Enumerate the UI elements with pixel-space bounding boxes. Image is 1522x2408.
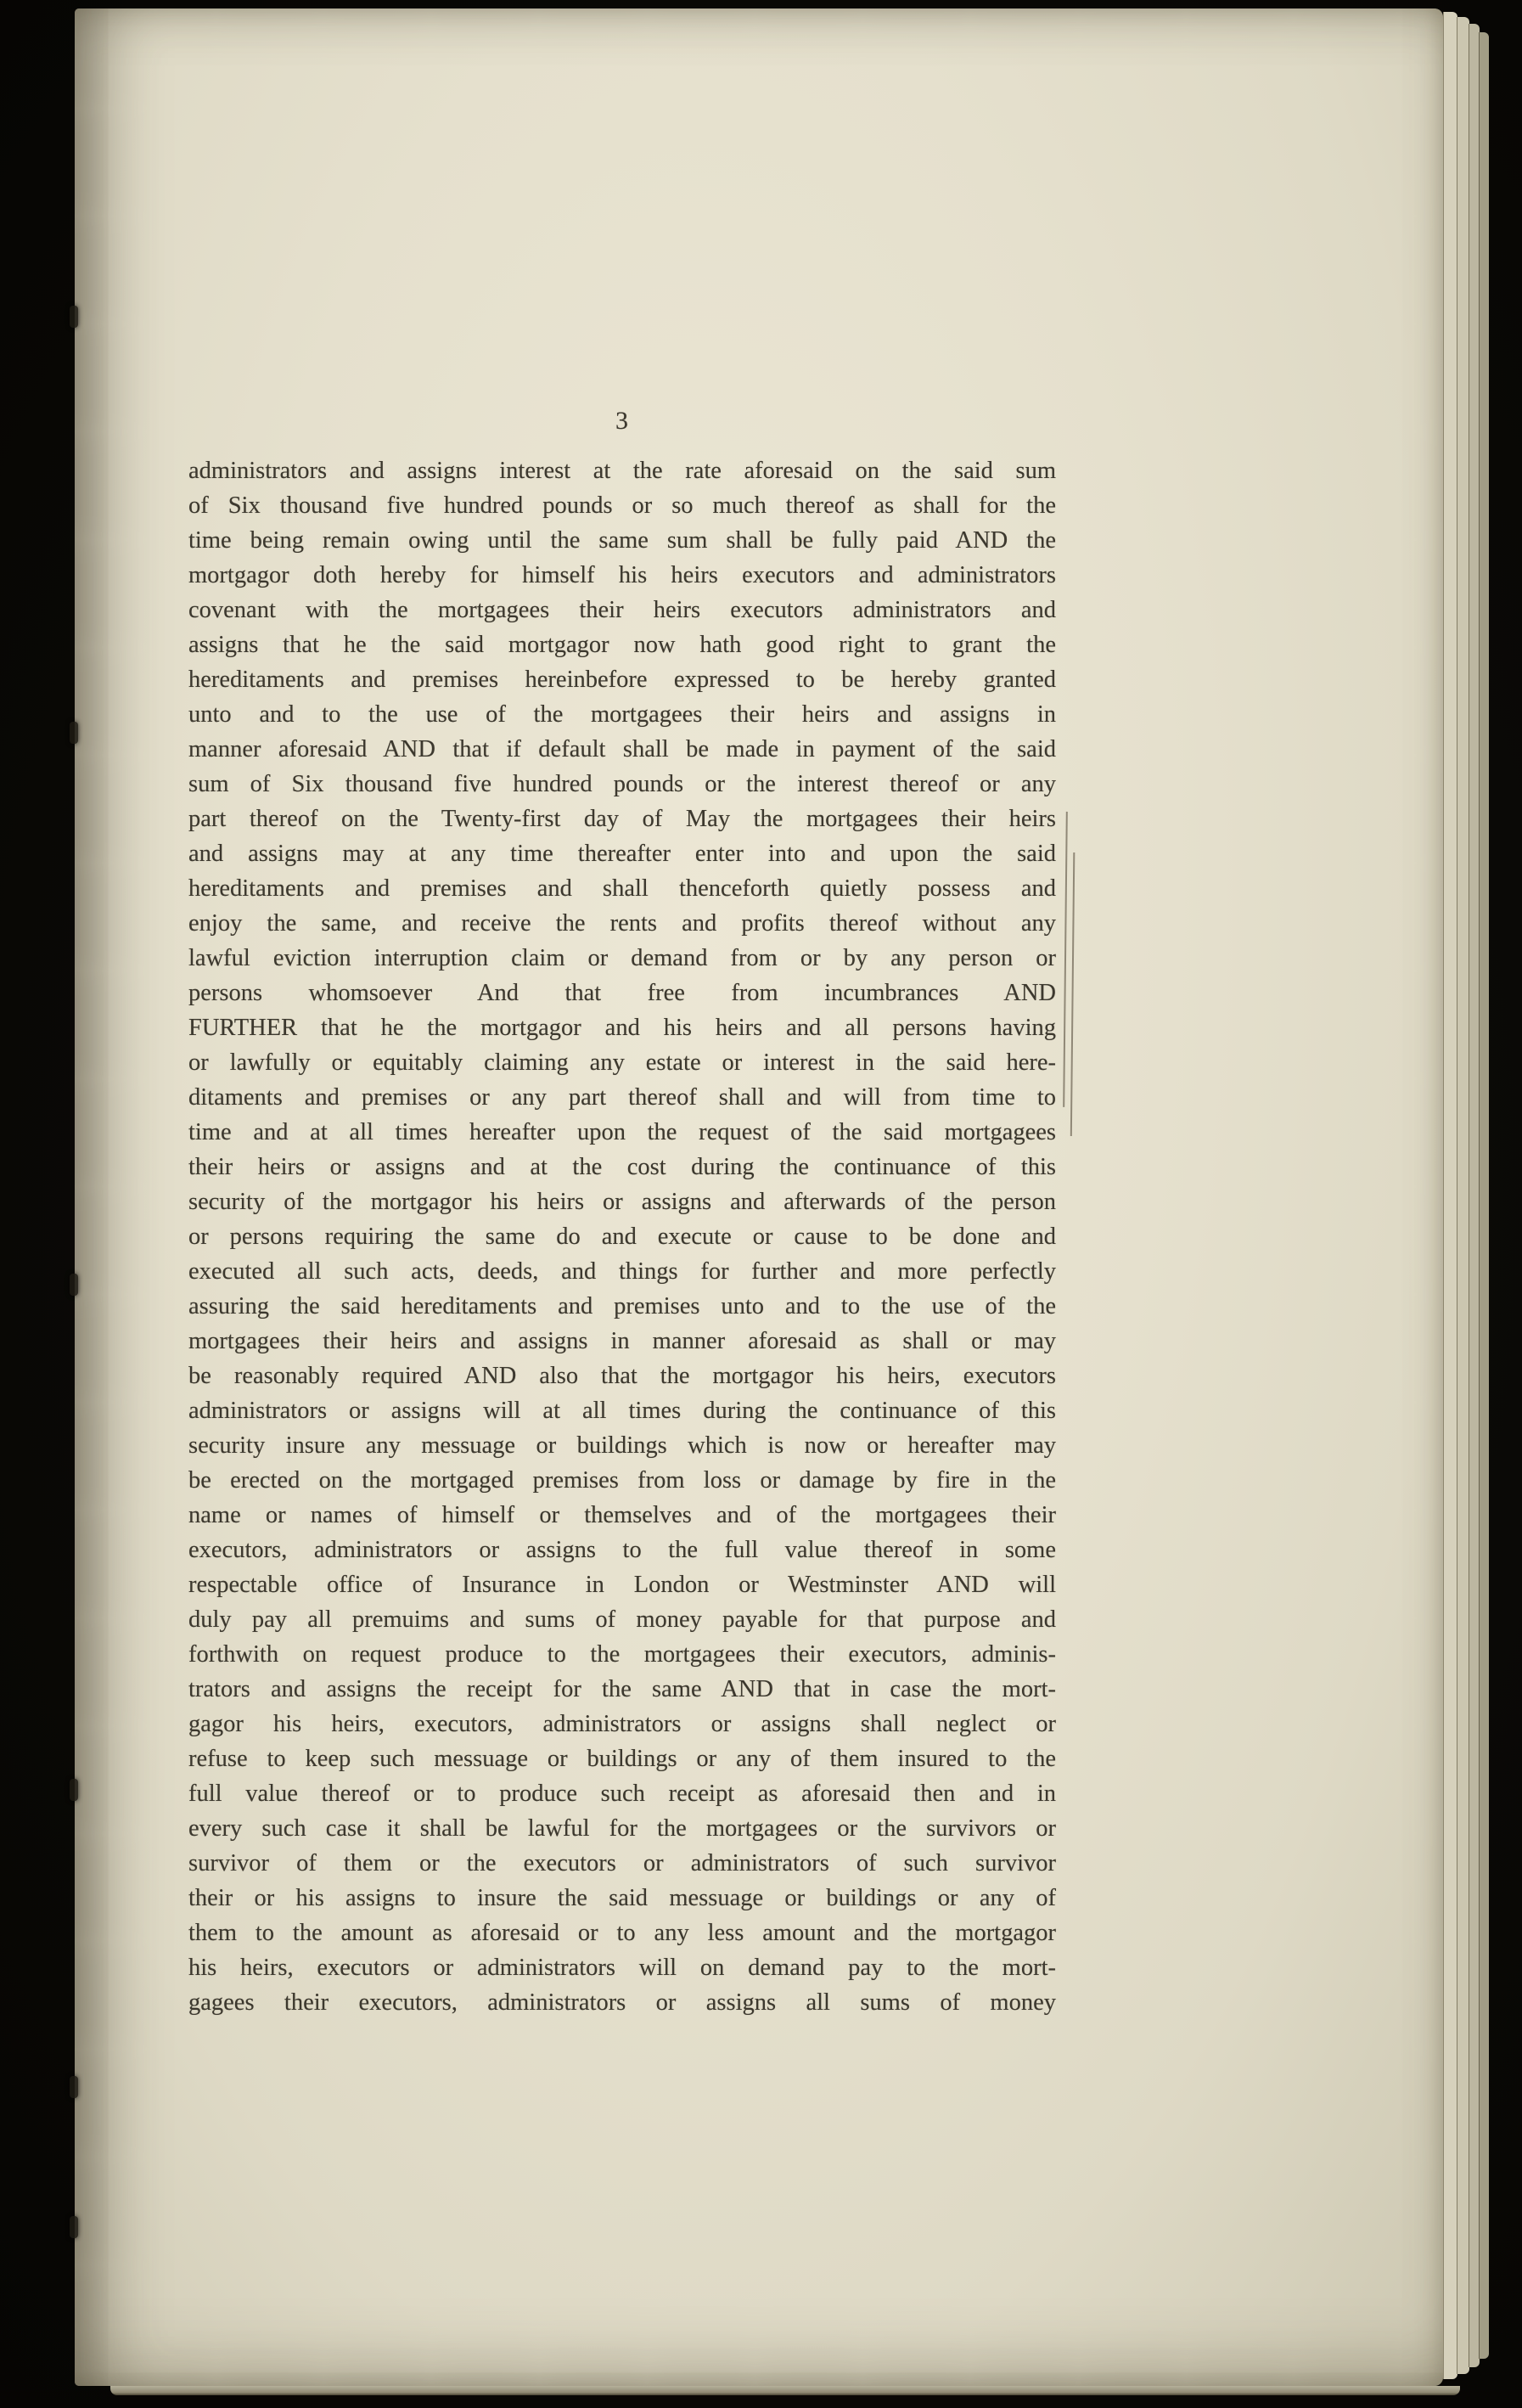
text-line: administrators and assigns interest at the rate aforesaid on the said sum [188,458,1056,484]
text-line: their heirs or assigns and at the cost during the continuance of this [188,1154,1056,1180]
text-line: manner aforesaid AND that if default shall be made in payment of the said [188,736,1056,762]
text-line: executed all such acts, deeds, and things for further and more perfectly [188,1258,1056,1285]
text-line: his heirs, executors or administrators will on demand pay to the mort- [188,1955,1056,1981]
page-content [188,406,1056,2020]
text-line: security insure any messuage or buildings which is now or hereafter may [188,1432,1056,1459]
text-line: every such case it shall be lawful for the mortgagees or the survivors or [188,1815,1056,1842]
text-line: mortgagor doth hereby for himself his heirs executors and administrators [188,562,1056,588]
page-number: 3 [615,407,629,435]
text-line: time and at all times hereafter upon the request of the said mortgagees [188,1119,1056,1145]
binding-stitch [70,1779,78,1801]
text-line: assigns that he the said mortgagor now hath good right to grant the [188,632,1056,658]
binding-stitch [70,2216,78,2238]
text-line: and assigns may at any time thereafter enter into and upon the said [188,841,1056,867]
text-line: enjoy the same, and receive the rents and profits thereof without any [188,910,1056,937]
text-line: of Six thousand five hundred pounds or so much thereof as shall for the [188,492,1056,519]
text-line: security of the mortgagor his heirs or assigns and afterwards of the person [188,1189,1056,1215]
text-block [188,453,1056,2020]
binding-stitch [70,2076,78,2098]
text-line: unto and to the use of the mortgagees their heirs and assigns in [188,701,1056,728]
text-line: hereditaments and premises and shall thenceforth quietly possess and [188,875,1056,902]
text-line: forthwith on request produce to the mortgagees their executors, adminis- [188,1641,1056,1668]
text-line: ditaments and premises or any part thereof shall and will from time to [188,1084,1056,1111]
text-line: be reasonably required AND also that the mortgagor his heirs, executors [188,1363,1056,1389]
page-bottom-edge [110,2386,1460,2395]
page-edge [1457,17,1469,2374]
text-line: administrators or assigns will at all times during the continuance of this [188,1398,1056,1424]
page-edge [1479,32,1489,2359]
text-line: mortgagees their heirs and assigns in manner aforesaid as shall or may [188,1328,1056,1354]
text-line: persons whomsoever And that free from incumbrances AND [188,980,1056,1006]
text-line: hereditaments and premises hereinbefore expressed to be hereby granted [188,667,1056,693]
text-line: full value thereof or to produce such receipt as aforesaid then and in [188,1781,1056,1807]
text-line: name or names of himself or themselves and of the mortgagees their [188,1502,1056,1528]
text-line: or persons requiring the same do and execute or cause to be done and [188,1224,1056,1250]
text-line: executors, administrators or assigns to the full value thereof in some [188,1537,1056,1563]
text-line: covenant with the mortgagees their heirs executors administrators and [188,597,1056,623]
text-line: time being remain owing until the same sum shall be fully paid AND the [188,527,1056,554]
text-line: part thereof on the Twenty-first day of May the mortgagees their heirs [188,806,1056,832]
margin-mark [1063,812,1080,1107]
text-line: survivor of them or the executors or administrators of such survivor [188,1850,1056,1876]
binding-stitch [70,1274,78,1296]
text-line: FURTHER that he the mortgagor and his heirs and all persons having [188,1015,1056,1041]
text-line: trators and assigns the receipt for the same AND that in case the mort- [188,1676,1056,1702]
text-line: refuse to keep such messuage or buildings or any of them insured to the [188,1746,1056,1772]
text-line: gagor his heirs, executors, administrators or assigns shall neglect or [188,1711,1056,1737]
text-line: sum of Six thousand five hundred pounds or the interest thereof or any [188,771,1056,797]
text-line: respectable office of Insurance in London or Westminster AND will [188,1572,1056,1598]
binding-stitch [70,722,78,744]
text-line: be erected on the mortgaged premises from loss or damage by fire in the [188,1467,1056,1494]
text-line: or lawfully or equitably claiming any estate or interest in the said here- [188,1049,1056,1076]
page-edge [1443,12,1457,2379]
text-line: them to the amount as aforesaid or to any less amount and the mortgagor [188,1920,1056,1946]
text-line: their or his assigns to insure the said messuage or buildings or any of [188,1885,1056,1911]
binding-stitch [70,306,78,328]
text-line: duly pay all premuims and sums of money payable for that purpose and [188,1606,1056,1633]
text-line: assuring the said hereditaments and premises unto and to the use of the [188,1293,1056,1319]
text-line: lawful eviction interruption claim or demand from or by any person or [188,945,1056,971]
text-line: gagees their executors, administrators or assigns all sums of money [188,1989,1056,2016]
page [75,8,1443,2386]
